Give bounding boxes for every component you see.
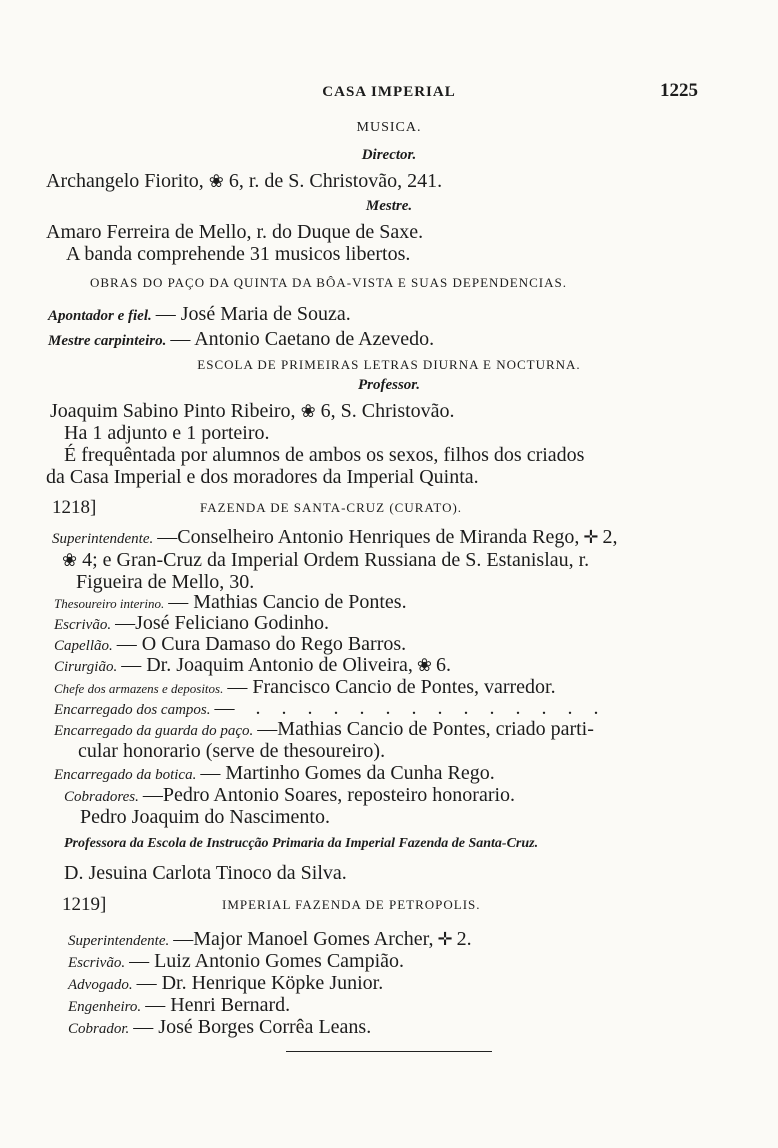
section-number-1218: 1218] (52, 497, 97, 518)
engenheiro-name: — Henri Bernard. (145, 994, 291, 1016)
order-of-rose-icon: ❀ (416, 655, 432, 675)
label-cobrador: Cobrador. (68, 1021, 130, 1037)
professor-name: Joaquim Sabino Pinto Ribeiro, (50, 400, 296, 422)
entry-mestre: Amaro Ferreira de Mello, r. do Duque de Saxe. (46, 221, 424, 243)
label-guarda-paco: Encarregado da guarda do paço. (54, 723, 254, 739)
entry-director (46, 170, 442, 193)
escrivao-petropolis-name: — Luiz Antonio Gomes Campião. (129, 950, 405, 972)
entry-carpinteiro (48, 328, 434, 351)
cirurgiao-name: — Dr. Joaquim Antonio de Oliveira, (121, 654, 413, 676)
section-heading-escola: ESCOLA DE PRIMEIRAS LETRAS DIURNA E NOCTURNA. (197, 357, 581, 372)
entry-encarregado-campos (54, 697, 607, 720)
apontador-name: — José Maria de Souza. (155, 303, 351, 325)
label-advogado: Advogado. (68, 977, 133, 993)
director-name: Archangelo Fiorito, (46, 170, 204, 192)
label-apontador: Apontador e fiel. (48, 308, 152, 324)
label-escrivao: Escrivão. (54, 617, 112, 633)
label-professor: Professor. (357, 377, 421, 393)
order-of-rose-icon: ❀ (62, 550, 78, 570)
entry-superintendente-sc (52, 526, 617, 549)
entry-superintendente-petropolis (68, 928, 472, 951)
entry-botica (54, 762, 495, 785)
thesoureiro-name: — Mathias Cancio de Pontes. (168, 591, 407, 613)
order-of-rose-icon: ❀ (300, 401, 316, 421)
label-superintendente-petropolis: Superintendente. (68, 933, 170, 949)
label-mestre: Mestre. (365, 198, 413, 214)
cobrador-name: — José Borges Corrêa Leans. (133, 1016, 372, 1038)
botica-name: — Martinho Gomes da Cunha Rego. (200, 762, 495, 784)
encarregado-campos-vacant: — . . . . . . . . . . . . . . (214, 697, 607, 719)
page-title: CASA IMPERIAL (322, 84, 456, 100)
section-heading-santa-cruz: FAZENDA DE SANTA-CRUZ (CURATO). (200, 500, 463, 515)
entry-cobradores-2: Pedro Joaquim do Nascimento. (80, 806, 330, 828)
label-cobradores: Cobradores. (64, 789, 139, 805)
entry-capellao (54, 633, 406, 656)
entry-cobradores (64, 784, 515, 807)
entry-superintendente-sc-2 (62, 549, 589, 572)
entry-escrivao-sc (54, 612, 329, 635)
order-of-christ-cross-icon: ✛ (583, 527, 599, 547)
entry-adjunto: Ha 1 adjunto e 1 porteiro. (64, 422, 270, 444)
cirurgiao-grade: 6. (435, 654, 451, 676)
label-encarregado-campos: Encarregado dos campos. (54, 702, 211, 718)
entry-superintendente-sc-3: Figueira de Mello, 30. (76, 571, 255, 593)
escrivao-name: —José Feliciano Godinho. (115, 612, 329, 634)
entry-guarda-paco-2: cular honorario (serve de thesoureiro). (78, 740, 386, 762)
label-cirurgiao: Cirurgião. (54, 659, 118, 675)
entry-thesoureiro (54, 591, 407, 614)
superintendente-petropolis-grade: 2. (456, 928, 472, 950)
cobradores-name: —Pedro Antonio Soares, reposteiro honorario. (142, 784, 516, 806)
entry-professor (50, 400, 455, 423)
entry-apontador (48, 303, 351, 326)
label-botica: Encarregado da botica. (54, 767, 197, 783)
superintendente-petropolis-name: —Major Manoel Gomes Archer, (173, 928, 434, 950)
label-thesoureiro: Thesoureiro interino. (54, 596, 165, 611)
closing-rule (286, 1051, 492, 1052)
label-carpinteiro: Mestre carpinteiro. (48, 333, 167, 349)
order-of-christ-cross-icon: ✛ (437, 929, 453, 949)
entry-professora: D. Jesuina Carlota Tinoco da Silva. (64, 862, 347, 884)
entry-escrivao-petropolis (68, 950, 404, 973)
advogado-name: — Dr. Henrique Köpke Junior. (136, 972, 384, 994)
label-chefe-armazens: Chefe dos armazens e depositos. (54, 681, 224, 696)
entry-cobrador (68, 1016, 371, 1039)
superintendente-name: —Conselheiro Antonio Henriques de Miranda Rego, (157, 526, 580, 548)
entry-frequentada-1: É frequêntada por alumnos de ambos os sexos, filhos dos criados (64, 444, 585, 466)
capellao-name: — O Cura Damaso do Rego Barros. (116, 633, 407, 655)
guarda-paco-name: —Mathias Cancio de Pontes, criado parti- (257, 718, 594, 740)
professor-address: 6, S. Christovão. (320, 400, 455, 422)
entry-banda: A banda comprehende 31 musicos libertos. (66, 243, 411, 265)
section-number-1219: 1219] (62, 894, 107, 915)
label-professora: Professora da Escola de Instrucção Primaria da Imperial Fazenda de Santa-Cruz. (64, 836, 539, 851)
section-heading-obras: OBRAS DO PAÇO DA QUINTA DA BÔA-VISTA E SUAS DEPENDENCIAS. (90, 275, 567, 290)
entry-engenheiro (68, 994, 290, 1017)
chefe-armazens-name: — Francisco Cancio de Pontes, varredor. (227, 676, 556, 698)
entry-guarda-paco (54, 718, 594, 741)
entry-advogado (68, 972, 383, 995)
label-engenheiro: Engenheiro. (68, 999, 142, 1015)
superintendente-grade: 2, (602, 526, 618, 548)
entry-cirurgiao (54, 654, 451, 677)
section-heading-musica: MUSICA. (356, 120, 422, 135)
order-of-rose-icon: ❀ (208, 171, 224, 191)
superintendente-honours: 4; e Gran-Cruz da Imperial Ordem Russiana de S. Estanislau, r. (82, 549, 590, 571)
label-superintendente: Superintendente. (52, 531, 154, 547)
label-escrivao-petropolis: Escrivão. (68, 955, 126, 971)
section-heading-petropolis: IMPERIAL FAZENDA DE PETROPOLIS. (222, 897, 481, 912)
label-director: Director. (361, 147, 417, 163)
director-address: 6, r. de S. Christovão, 241. (228, 170, 443, 192)
carpinteiro-name: — Antonio Caetano de Azevedo. (170, 328, 435, 350)
entry-frequentada-2: da Casa Imperial e dos moradores da Imperial Quinta. (46, 466, 479, 488)
label-capellao: Capellão. (54, 638, 113, 654)
entry-chefe-armazens (54, 676, 556, 699)
page-number: 1225 (660, 80, 698, 101)
